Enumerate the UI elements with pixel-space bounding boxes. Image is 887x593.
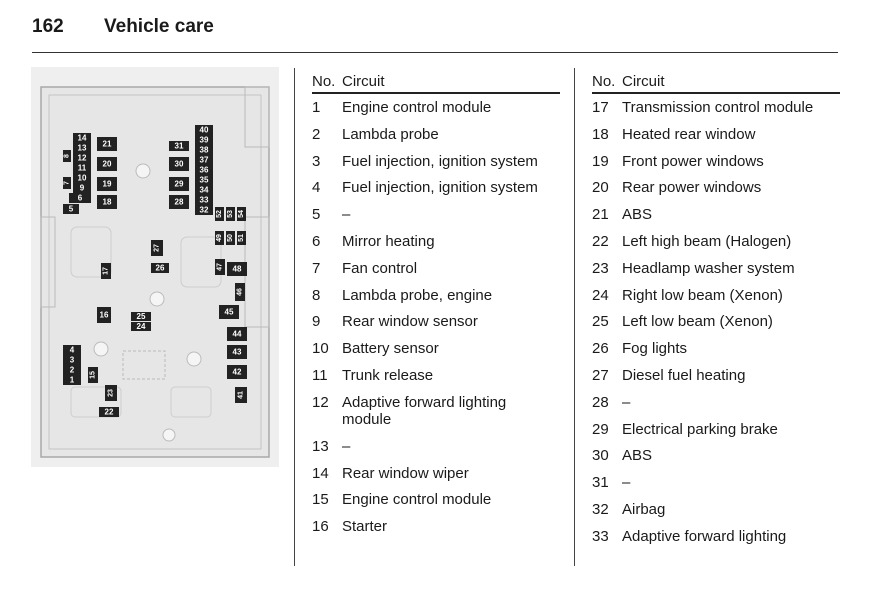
fuse-number: 22: [592, 232, 609, 250]
fuse-3: [63, 355, 81, 365]
fuse-39: [195, 135, 213, 145]
fuse-number: 20: [592, 179, 609, 197]
fuse-number: 12: [312, 393, 329, 411]
table-row: [576, 228, 840, 255]
fuse-circuit: Trunk release: [342, 366, 434, 384]
fuse-number: 14: [312, 464, 329, 482]
fuse-circuit: Headlamp washer system: [622, 259, 795, 277]
fuse-circuit: Adaptive forward lighting: [622, 527, 787, 545]
fuse-number: 31: [592, 474, 609, 492]
fuse-17: [101, 263, 111, 279]
fuse-circuit: Transmission control module: [622, 99, 814, 116]
fuse-12: [73, 153, 91, 163]
fuse-10: [73, 173, 91, 183]
table-row: [296, 389, 560, 433]
fuse-number: 24: [592, 286, 609, 304]
table-row: [576, 496, 840, 523]
table-row: [576, 94, 840, 121]
fuse-table-left: [296, 68, 560, 540]
svg-text:2: 2: [69, 365, 75, 375]
fuse-32: [195, 205, 213, 215]
fuse-19: [97, 177, 117, 191]
fuse-24: [131, 322, 151, 331]
svg-text:49: 49: [216, 234, 223, 242]
table-header: [296, 68, 560, 94]
svg-text:19: 19: [102, 179, 112, 189]
svg-text:31: 31: [174, 141, 184, 151]
svg-text:17: 17: [102, 267, 110, 275]
fuse-28: [169, 195, 189, 209]
fuse-circuit: Rear window wiper: [342, 464, 469, 482]
table-row: [296, 335, 560, 362]
fuse-35: [195, 175, 213, 185]
fuse-number: 9: [312, 313, 321, 331]
fuse-37: [195, 155, 213, 165]
fuse-number: 7: [312, 259, 321, 277]
fuse-46: [235, 283, 245, 301]
fuse-34: [195, 185, 213, 195]
table-row: [576, 201, 840, 228]
svg-text:44: 44: [232, 329, 242, 339]
table-row: [296, 433, 560, 460]
table-row: [576, 148, 840, 175]
fuse-45: [219, 305, 239, 319]
svg-text:9: 9: [79, 183, 85, 193]
fuse-circuit: –: [342, 437, 351, 455]
column-divider-left: [294, 68, 295, 566]
fuse-40: [195, 125, 213, 135]
fuse-44: [227, 327, 247, 341]
fuse-number: 6: [312, 232, 321, 250]
table-row: [576, 282, 840, 309]
fuse-number: 2: [312, 125, 321, 143]
fuse-box-illustration: [31, 67, 279, 467]
svg-text:53: 53: [227, 210, 234, 218]
fuse-circuit: Lambda probe: [342, 125, 439, 143]
table-row: [296, 362, 560, 389]
fuse-number: 25: [592, 313, 609, 331]
header-circuit: Circuit: [342, 73, 385, 90]
svg-text:15: 15: [89, 371, 97, 379]
svg-text:46: 46: [236, 288, 244, 296]
svg-text:6: 6: [77, 193, 83, 203]
fuse-15: [88, 367, 98, 383]
fuse-13: [73, 143, 91, 153]
fuse-number: 13: [312, 437, 329, 455]
table-row: [576, 121, 840, 148]
table-row: [296, 121, 560, 148]
svg-text:8: 8: [63, 154, 71, 158]
fuse-33: [195, 195, 213, 205]
fuse-circuit: Fan control: [342, 259, 418, 277]
svg-text:45: 45: [224, 307, 234, 317]
fuse-number: 27: [592, 366, 609, 384]
svg-text:11: 11: [77, 163, 87, 173]
fuse-11: [73, 163, 91, 173]
fuse-circuit: Front power windows: [622, 152, 764, 170]
svg-text:21: 21: [102, 139, 112, 149]
fuse-number: 23: [592, 259, 609, 277]
svg-text:26: 26: [155, 263, 165, 273]
fuse-26: [151, 263, 169, 273]
svg-text:41: 41: [237, 391, 245, 399]
fuse-number: 4: [312, 179, 321, 197]
fuse-number: 28: [592, 393, 609, 411]
fuse-table-right: [576, 68, 840, 550]
fuse-29: [169, 177, 189, 191]
svg-text:39: 39: [199, 135, 209, 145]
svg-text:54: 54: [238, 210, 245, 218]
fuse-number: 32: [592, 500, 609, 518]
fuse-number: 3: [312, 152, 321, 170]
svg-text:13: 13: [77, 143, 87, 153]
fuse-circuit: Right low beam (Xenon): [622, 286, 783, 304]
svg-text:35: 35: [199, 175, 209, 185]
table-row: [576, 469, 840, 496]
table-row: [296, 486, 560, 513]
fuse-number: 15: [312, 491, 329, 509]
fuse-20: [97, 157, 117, 171]
fuse-42: [227, 365, 247, 379]
fuse-circuit: Left high beam (Halogen): [622, 232, 792, 250]
fuse-16: [97, 307, 111, 323]
fuse-6: [69, 193, 91, 203]
table-row: [576, 523, 840, 550]
svg-text:7: 7: [63, 181, 71, 185]
fuse-circuit: Battery sensor: [342, 340, 439, 358]
fuse-circuit: Fuel injection, ignition system: [342, 179, 538, 197]
table-row: [576, 442, 840, 469]
fuse-circuit: Electrical parking brake: [622, 420, 778, 438]
fuse-circuit: –: [622, 393, 631, 411]
fuse-25: [131, 312, 151, 321]
fuse-53: [226, 207, 235, 221]
svg-text:40: 40: [199, 125, 209, 135]
fuse-number: 17: [592, 99, 609, 116]
svg-text:52: 52: [216, 210, 223, 218]
svg-text:34: 34: [199, 185, 209, 195]
fuse-22: [99, 407, 119, 417]
table-row: [296, 460, 560, 487]
svg-text:43: 43: [232, 347, 242, 357]
table-row: [296, 201, 560, 228]
svg-text:30: 30: [174, 159, 184, 169]
fuse-circuit: Fuel injection, ignition system: [342, 152, 538, 170]
table-row: [576, 174, 840, 201]
fuse-number: 21: [592, 206, 609, 224]
fuse-number: 8: [312, 286, 321, 304]
table-row: [576, 389, 840, 416]
fuse-number: 19: [592, 152, 609, 170]
svg-text:42: 42: [232, 367, 242, 377]
table-row: [296, 513, 560, 540]
svg-text:5: 5: [68, 204, 74, 214]
svg-text:38: 38: [199, 145, 209, 155]
fuse-51: [237, 231, 246, 245]
fuse-number: 1: [312, 99, 321, 116]
fuse-2: [63, 365, 81, 375]
svg-text:4: 4: [69, 345, 75, 355]
fuse-43: [227, 345, 247, 359]
fuse-number: 26: [592, 340, 609, 358]
fuse-circuit: Engine control module: [342, 99, 492, 116]
header-divider: [32, 52, 838, 53]
table-row: [296, 94, 560, 121]
fuse-14: [73, 133, 91, 143]
fuse-7: [63, 177, 71, 189]
svg-text:18: 18: [102, 197, 112, 207]
table-row: [576, 416, 840, 443]
fuse-circuit: Airbag: [622, 500, 666, 518]
svg-text:22: 22: [104, 407, 114, 417]
svg-text:25: 25: [136, 312, 146, 321]
fuse-circuit: Heated rear window: [622, 125, 756, 143]
fuse-circuit: Rear power windows: [622, 179, 762, 197]
fuse-circuit: Lambda probe, engine: [342, 286, 493, 304]
fuse-18: [97, 195, 117, 209]
fuse-circuit: –: [342, 206, 351, 224]
fuse-number: 30: [592, 447, 609, 465]
fuse-41: [235, 387, 247, 403]
fuse-circuit: –: [622, 474, 631, 492]
fuse-circuit: Fog lights: [622, 340, 688, 358]
fuse-circuit: Left low beam (Xenon): [622, 313, 773, 331]
svg-text:28: 28: [174, 197, 184, 207]
fuse-9: [73, 183, 91, 193]
fuse-36: [195, 165, 213, 175]
table-row: [296, 148, 560, 175]
table-row: [576, 308, 840, 335]
fuse-circuit: Adaptive forward lighting module: [342, 393, 507, 428]
svg-text:37: 37: [199, 155, 209, 165]
fuse-circuit: ABS: [622, 206, 653, 224]
fuse-circuit: Diesel fuel heating: [622, 366, 746, 384]
fuse-number: 16: [312, 518, 329, 536]
fuse-48: [227, 262, 247, 276]
fuse-circuit: Mirror heating: [342, 232, 435, 250]
svg-text:29: 29: [174, 179, 184, 189]
svg-text:14: 14: [77, 133, 87, 143]
svg-text:10: 10: [77, 173, 87, 183]
table-row: [576, 362, 840, 389]
svg-text:1: 1: [69, 375, 75, 385]
table-row: [296, 255, 560, 282]
fuse-52: [215, 207, 224, 221]
header-no: No.: [312, 73, 336, 90]
fuse-number: 29: [592, 420, 609, 438]
svg-text:47: 47: [216, 263, 224, 271]
svg-text:12: 12: [77, 153, 87, 163]
svg-text:50: 50: [227, 234, 234, 242]
fuse-number: 10: [312, 340, 329, 358]
svg-text:51: 51: [238, 234, 245, 242]
svg-text:24: 24: [136, 322, 146, 331]
svg-text:20: 20: [102, 159, 112, 169]
fuse-number: 18: [592, 125, 609, 143]
svg-text:36: 36: [199, 165, 209, 175]
fuse-49: [215, 231, 224, 245]
fuse-number: 11: [312, 366, 328, 384]
svg-text:48: 48: [232, 264, 242, 274]
fuse-47: [215, 259, 225, 275]
table-row: [296, 174, 560, 201]
table-header: [576, 68, 840, 94]
fuse-5: [63, 204, 79, 214]
fuse-30: [169, 157, 189, 171]
fuse-50: [226, 231, 235, 245]
table-row: [296, 282, 560, 309]
fuse-1: [63, 375, 81, 385]
table-row: [296, 308, 560, 335]
table-row: [296, 228, 560, 255]
svg-text:27: 27: [153, 244, 161, 252]
svg-text:3: 3: [69, 355, 75, 365]
fuse-number: 33: [592, 527, 609, 545]
fuse-54: [237, 207, 246, 221]
fuse-circuit: Starter: [342, 518, 388, 536]
fuse-21: [97, 137, 117, 151]
fuse-8: [63, 150, 71, 162]
section-title: Vehicle care: [104, 16, 214, 37]
header-no: No.: [592, 73, 616, 90]
header-circuit: Circuit: [622, 73, 665, 90]
fuse-38: [195, 145, 213, 155]
svg-text:32: 32: [199, 205, 209, 215]
fuse-27: [151, 240, 163, 256]
svg-text:16: 16: [99, 310, 109, 320]
svg-text:23: 23: [107, 389, 115, 397]
fuse-box-diagram: [31, 67, 279, 467]
fuse-circuit: Engine control module: [342, 491, 492, 509]
fuse-circuit: ABS: [622, 447, 653, 465]
table-row: [576, 255, 840, 282]
page-number: 162: [32, 16, 64, 37]
fuse-circuit: Rear window sensor: [342, 313, 478, 331]
fuse-23: [105, 385, 117, 401]
page-header: [32, 14, 838, 54]
svg-text:33: 33: [199, 195, 209, 205]
table-row: [576, 335, 840, 362]
fuse-31: [169, 141, 189, 151]
fuse-4: [63, 345, 81, 355]
fuse-number: 5: [312, 206, 321, 224]
column-divider-right: [574, 68, 575, 566]
